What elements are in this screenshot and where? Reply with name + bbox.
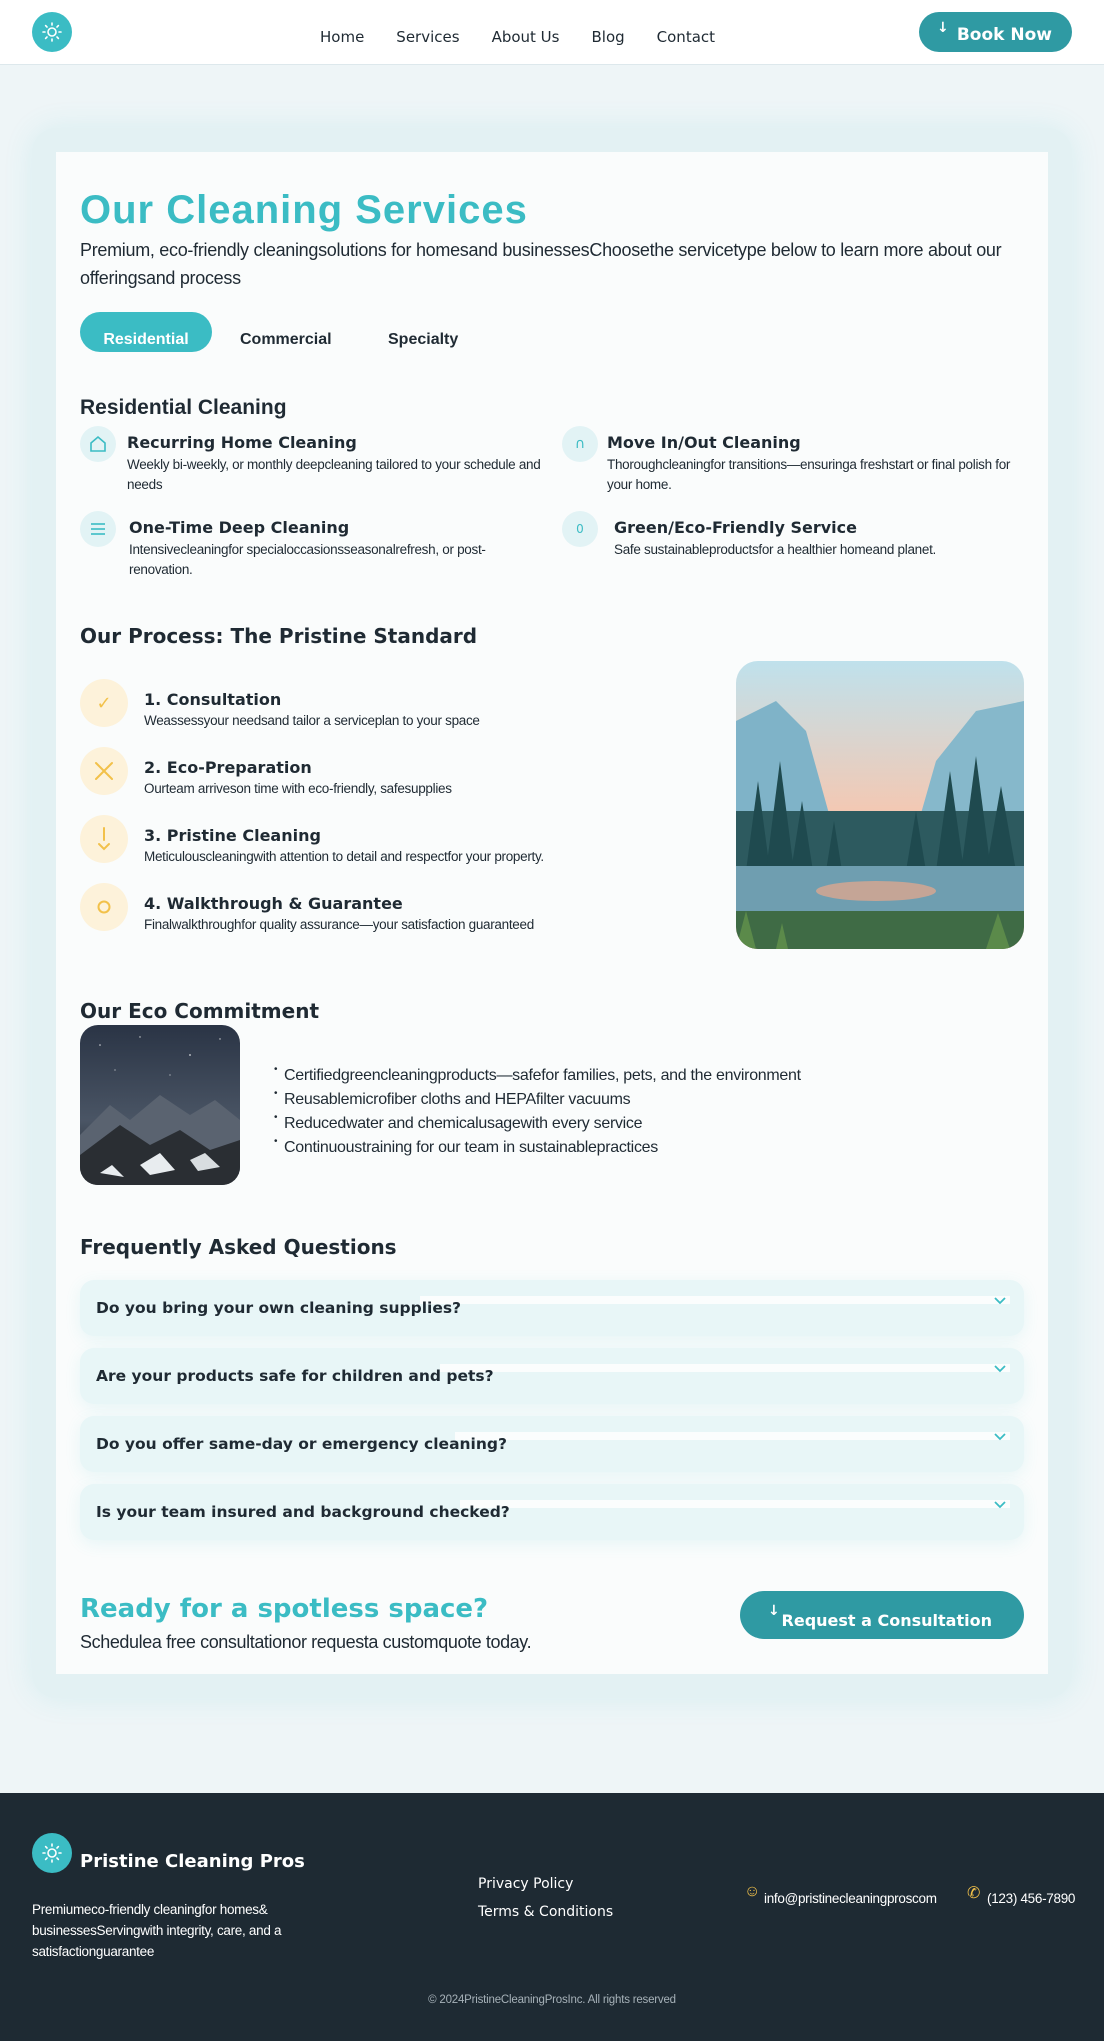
nav-blog[interactable]: Blog xyxy=(591,28,625,46)
eco-item: • Reducedwater and chemicalusagewith every service xyxy=(274,1112,801,1136)
faq-divider xyxy=(455,1432,1010,1440)
step-title-consultation: 1. Consultation xyxy=(144,690,282,709)
process-heading: Our Process: The Pristine Standard xyxy=(80,624,478,648)
book-now-label: Book Now xyxy=(956,25,1052,45)
eco-item: • Certifiedgreencleaningproducts—safefor families, pets, and the environment xyxy=(274,1064,801,1088)
residential-heading: Residential Cleaning xyxy=(80,396,287,419)
step-title-walkthrough: 4. Walkthrough & Guarantee xyxy=(144,894,403,913)
footer-phone[interactable] xyxy=(967,1885,1076,1906)
cta-heading: Ready for a spotless space? xyxy=(80,1594,489,1624)
tab-commercial[interactable]: Commercial xyxy=(240,312,332,352)
service-title-recurring: Recurring Home Cleaning xyxy=(127,433,357,452)
phone-icon: ✆ xyxy=(967,1885,981,1902)
tab-residential[interactable]: Residential xyxy=(80,312,212,352)
service-desc-move: Thoroughcleaningfor transitions—ensuringa freshstart or final polish for your home. xyxy=(607,457,1011,492)
door-icon xyxy=(562,426,598,462)
service-title-green: Green/Eco-Friendly Service xyxy=(614,518,857,537)
book-now-button[interactable] xyxy=(919,12,1072,52)
service-title-move: Move In/Out Cleaning xyxy=(607,433,801,452)
step-desc-pristine: Meticulouscleaningwith attention to detail and respectfor your property. xyxy=(144,849,544,864)
eco-item: • Continuoustraining for our team in sustainablepractices xyxy=(274,1136,801,1160)
service-desc-recurring: Weekly bi-weekly, or monthly deepcleaning tailored to your schedule and needs xyxy=(127,457,541,492)
door-glyph: ∩ xyxy=(574,436,586,452)
eco-item: • Reusablemicrofiber cloths and HEPAfilter vacuums xyxy=(274,1088,801,1112)
faq-divider xyxy=(420,1296,1010,1304)
night-mountain-image xyxy=(80,1025,240,1185)
chevron-down-icon[interactable] xyxy=(990,1494,1010,1514)
logo-sun-icon[interactable] xyxy=(32,12,72,52)
email-icon: ☺ xyxy=(744,1883,761,1900)
sparkle-icon xyxy=(80,815,128,863)
home-icon xyxy=(80,426,116,462)
step-desc-walkthrough: Finalwalkthroughfor quality assurance—your satisfaction guaranteed xyxy=(144,917,534,932)
footer-logo-sun-icon[interactable] xyxy=(32,1833,72,1873)
footer-copyright: © 2024PristineCleaningProsInc. All rights reserved xyxy=(428,1994,676,2006)
chevron-down-icon[interactable] xyxy=(990,1290,1010,1310)
cta-subtext: Schedulea free consultationor requesta customquote today. xyxy=(80,1632,532,1652)
tab-specialty[interactable]: Specialty xyxy=(388,312,458,352)
faq-item-safety[interactable] xyxy=(80,1348,1024,1404)
eco-commitment-list xyxy=(274,1064,801,1160)
step-title-eco-prep: 2. Eco-Preparation xyxy=(144,758,312,777)
faq-item-same-day[interactable] xyxy=(80,1416,1024,1472)
footer-phone-text: (123) 456-7890 xyxy=(987,1891,1076,1906)
check-icon xyxy=(80,679,128,727)
faq-question: Are your products safe for children and pets? xyxy=(96,1367,494,1385)
footer-email-text: info@pristinecleaningproscom xyxy=(764,1891,937,1906)
nav-home[interactable]: Home xyxy=(320,28,365,46)
footer-brand: Pristine Cleaning Pros xyxy=(80,1851,305,1872)
tools-icon xyxy=(80,747,128,795)
faq-heading: Frequently Asked Questions xyxy=(80,1235,397,1259)
nav-about-us[interactable]: About Us xyxy=(491,28,560,46)
chevron-down-icon[interactable] xyxy=(990,1426,1010,1446)
page-title: Our Cleaning Services xyxy=(80,188,528,232)
main-nav xyxy=(320,28,715,46)
faq-question: Do you offer same-day or emergency cleaning? xyxy=(96,1435,507,1453)
sparkle-icon: ↓ xyxy=(768,1603,780,1619)
step-desc-consultation: Weassessyour needsand tailor a serviceplan to your space xyxy=(144,713,480,728)
faq-divider xyxy=(440,1364,1010,1372)
service-desc-deep: Intensivecleaningfor specialoccasionsseasonalrefresh, or post-renovation. xyxy=(129,542,486,577)
privacy-policy-link[interactable]: Privacy Policy xyxy=(478,1876,574,1892)
terms-link[interactable]: Terms & Conditions xyxy=(478,1904,614,1920)
leaf-glyph: 0 xyxy=(576,522,584,536)
list-icon xyxy=(80,511,116,547)
faq-item-insured[interactable] xyxy=(80,1484,1024,1540)
step-desc-eco-prep: Ourteam arriveson time with eco-friendly, safesupplies xyxy=(144,781,452,796)
faq-divider xyxy=(460,1500,1010,1508)
nav-services[interactable]: Services xyxy=(396,28,460,46)
valley-landscape-image xyxy=(736,661,1024,949)
nav-contact[interactable]: Contact xyxy=(656,28,716,46)
faq-question: Do you bring your own cleaning supplies? xyxy=(96,1299,462,1317)
sparkle-icon: ↓ xyxy=(937,20,949,36)
site-footer xyxy=(0,1793,1104,2041)
footer-email[interactable] xyxy=(744,1883,937,1906)
page-subtitle: Premium, eco-friendly cleaningsolutions for homesand businessesChoosethe servicetype below to learn more about our offeringsand process xyxy=(80,240,1002,288)
step-title-pristine: 3. Pristine Cleaning xyxy=(144,826,321,845)
site-header xyxy=(0,0,1104,65)
service-desc-green: Safe sustainableproductsfor a healthier homeand planet. xyxy=(614,542,936,557)
faq-question: Is your team insured and background checked? xyxy=(96,1503,510,1521)
request-consultation-button[interactable] xyxy=(740,1591,1024,1639)
check-glyph: ✓ xyxy=(96,692,112,714)
eco-heading: Our Eco Commitment xyxy=(80,999,320,1023)
faq-item-supplies[interactable] xyxy=(80,1280,1024,1336)
service-title-deep: One-Time Deep Cleaning xyxy=(129,518,350,537)
chevron-down-icon[interactable] xyxy=(990,1358,1010,1378)
badge-icon xyxy=(80,883,128,931)
footer-description: Premiumeco-friendly cleaningfor homes& businessesServingwith integrity, care, and a satisfactionguarantee xyxy=(32,1902,282,1959)
leaf-icon xyxy=(562,511,598,547)
request-consultation-label: Request a Consultation xyxy=(781,1610,992,1630)
